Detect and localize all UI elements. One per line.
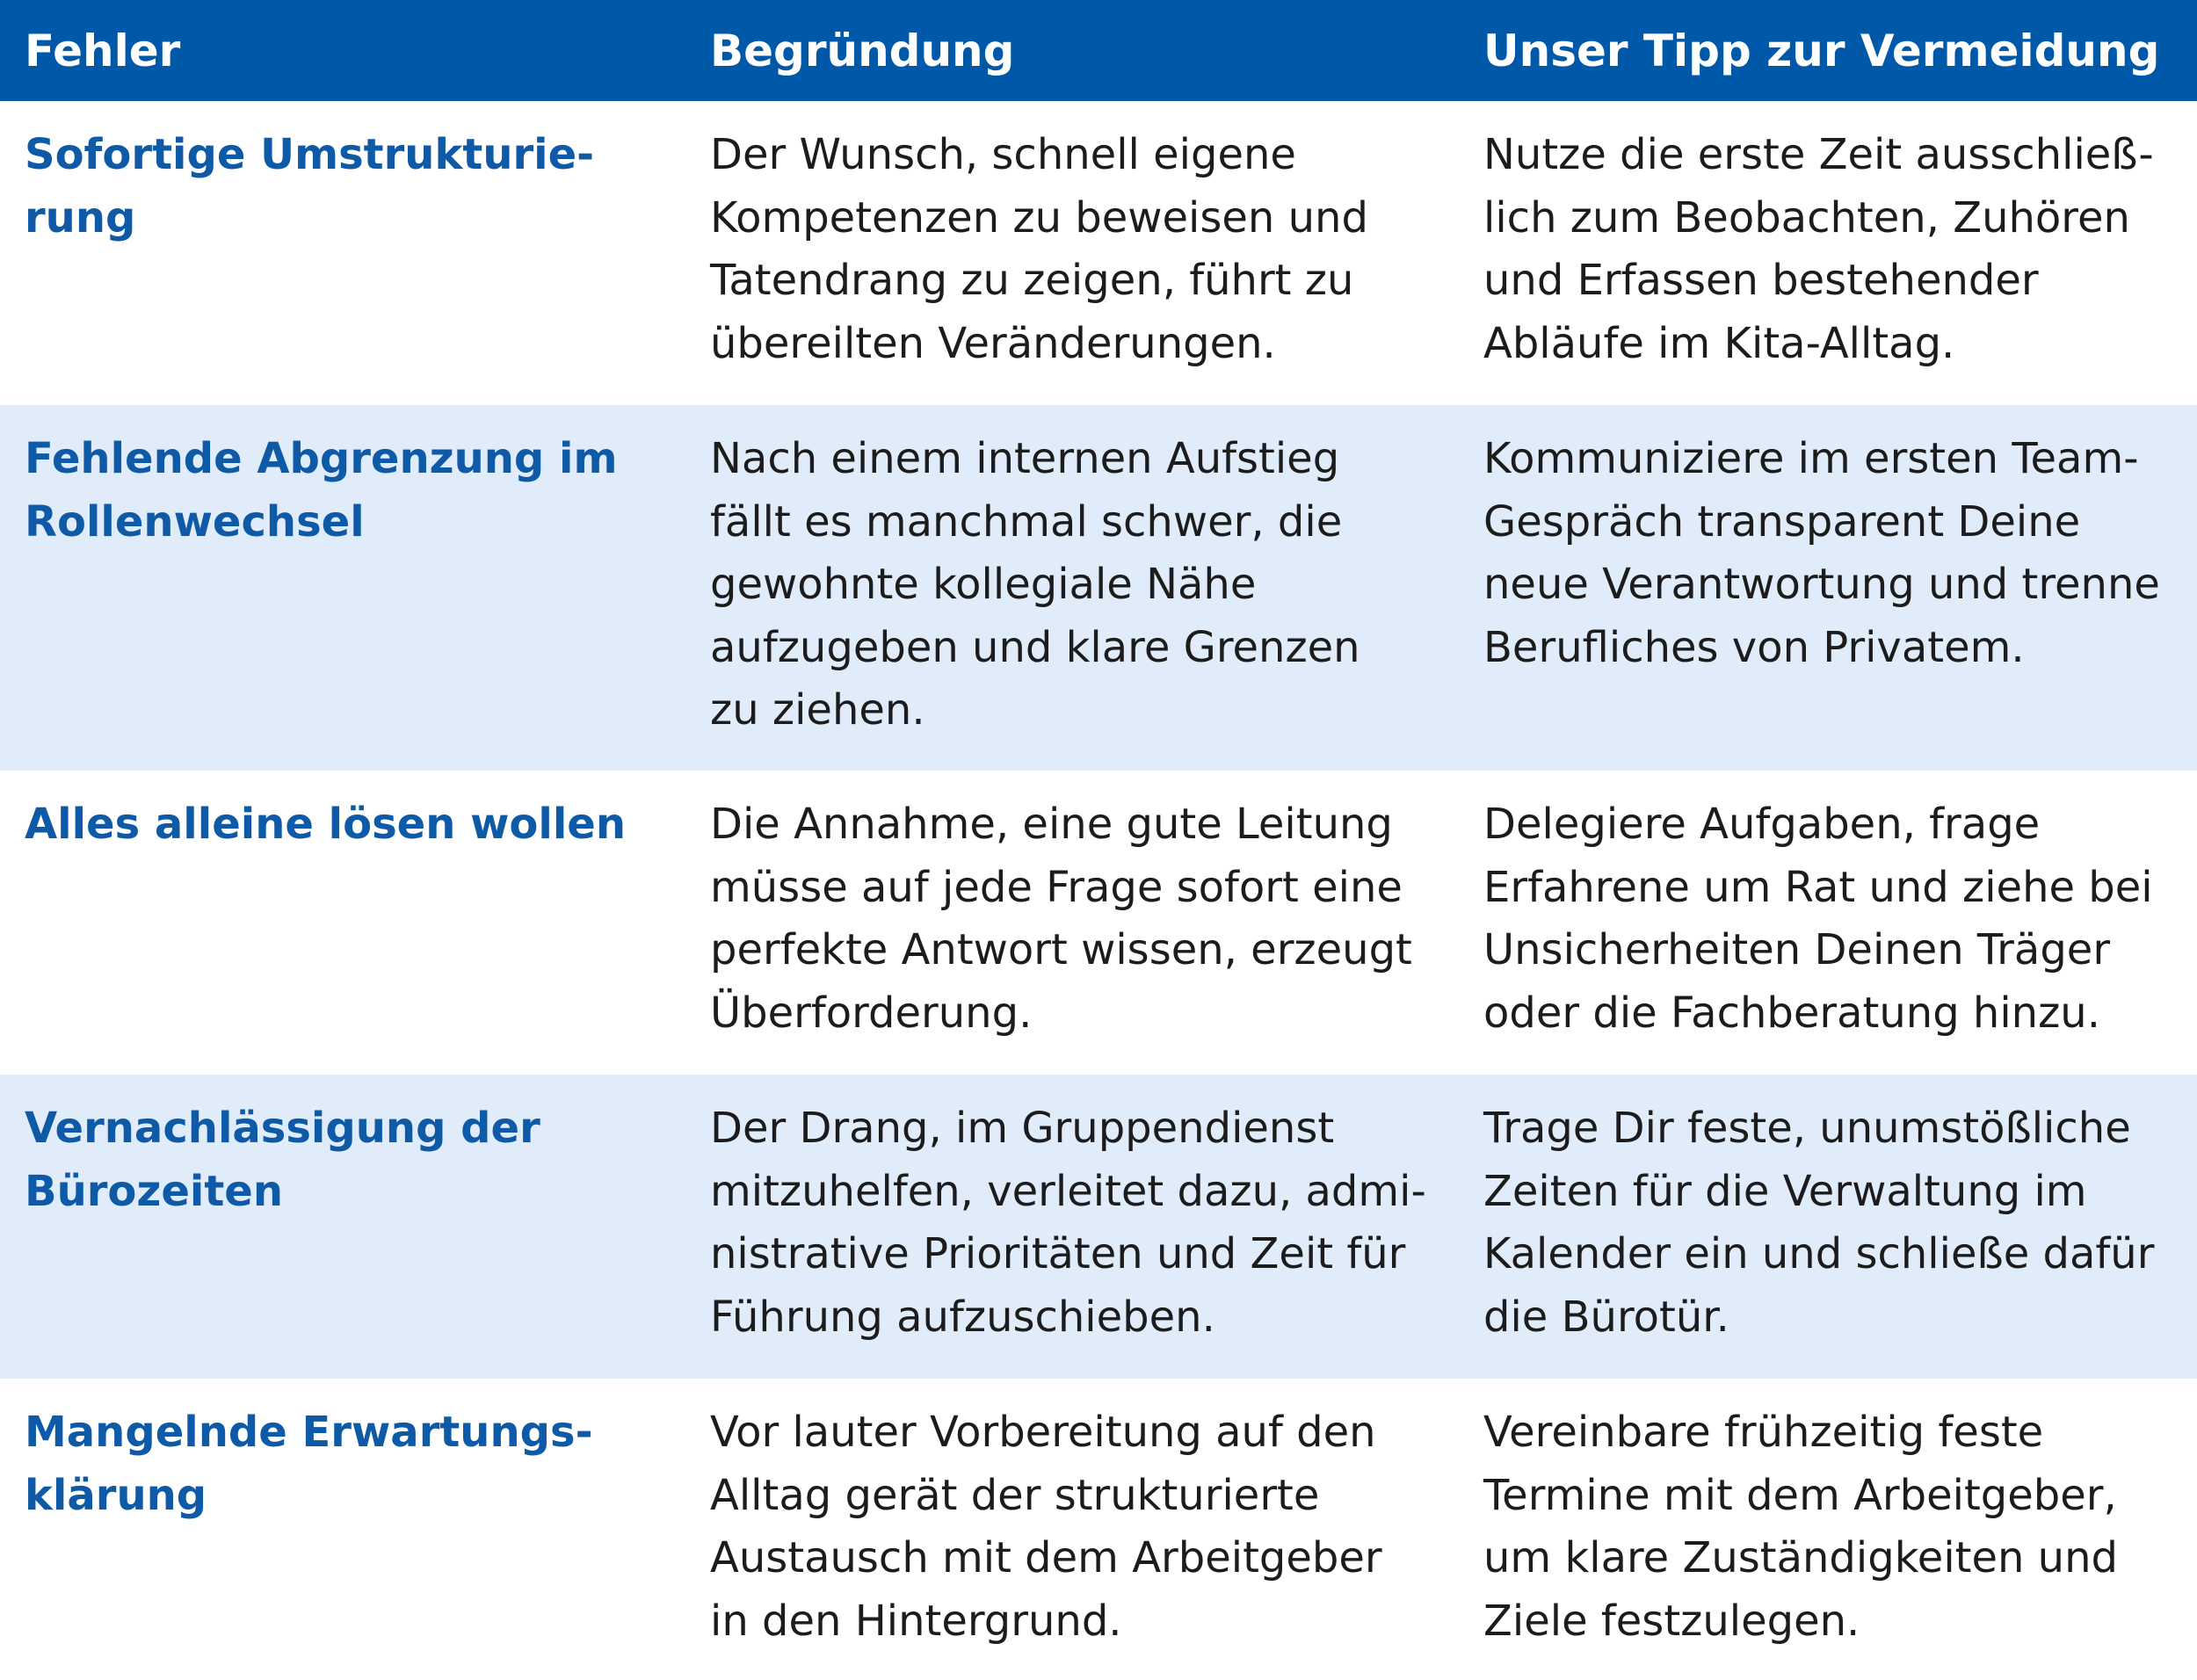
tipp-cell: Vereinbare frühzeitig feste Termine mit dem Arbeitgeber, um klare Zuständigkeiten und Ziele festzulegen.	[1483, 1408, 2118, 1646]
tipp-cell: Kommuniziere im ersten Team- Gespräch transparent Deine neue Verantwortung und trenne Berufliches von Privatem.	[1483, 434, 2160, 672]
begruendung-cell: Der Wunsch, schnell eigene Kompetenzen zu beweisen und Tatendrang zu zeigen, führt zu übereilten Veränderungen.	[710, 130, 1368, 368]
table-row	[0, 1379, 2197, 1680]
fehler-cell: Vernachlässigung der Bürozeiten	[25, 1104, 540, 1216]
table-header	[0, 0, 2197, 101]
fehler-cell: Fehlende Abgrenzung im Rollenwechsel	[25, 434, 618, 547]
fehler-cell: Mangelnde Erwartungs- klärung	[25, 1408, 593, 1520]
table-row	[0, 771, 2197, 1075]
table-row	[0, 1075, 2197, 1379]
header-tipp: Unser Tipp zur Vermeidung	[1483, 25, 2160, 76]
table-row	[0, 101, 2197, 405]
header-begruendung: Begründung	[710, 25, 1015, 76]
begruendung-cell: Der Drang, im Gruppendienst mitzuhelfen, verleitet dazu, admi- nistrative Prioritäten und Zeit für Führung aufzuschieben.	[710, 1104, 1426, 1342]
tipp-cell: Delegiere Aufgaben, frage Erfahrene um Rat und ziehe bei Unsicherheiten Deinen Träger oder die Fachberatung hinzu.	[1483, 800, 2153, 1038]
tipp-cell: Trage Dir feste, unumstößliche Zeiten für die Verwaltung im Kalender ein und schließe dafür die Bürotür.	[1483, 1104, 2155, 1342]
header-fehler: Fehler	[25, 25, 181, 76]
table-row	[0, 405, 2197, 771]
tipp-cell: Nutze die erste Zeit ausschließ- lich zum Beobachten, Zuhören und Erfassen bestehender Abläufe im Kita-Alltag.	[1483, 130, 2154, 368]
begruendung-cell: Vor lauter Vorbereitung auf den Alltag gerät der strukturierte Austausch mit dem Arbeitgeber in den Hintergrund.	[710, 1408, 1382, 1646]
begruendung-cell: Nach einem internen Aufstieg fällt es manchmal schwer, die gewohnte kollegiale Nähe aufzugeben und klare Grenzen zu ziehen.	[710, 434, 1360, 735]
fehler-cell: Sofortige Umstrukturie- rung	[25, 130, 595, 243]
fehler-cell: Alles alleine lösen wollen	[25, 800, 627, 849]
begruendung-cell: Die Annahme, eine gute Leitung müsse auf jede Frage sofort eine perfekte Antwort wissen, erzeugt Überforderung.	[710, 800, 1412, 1038]
